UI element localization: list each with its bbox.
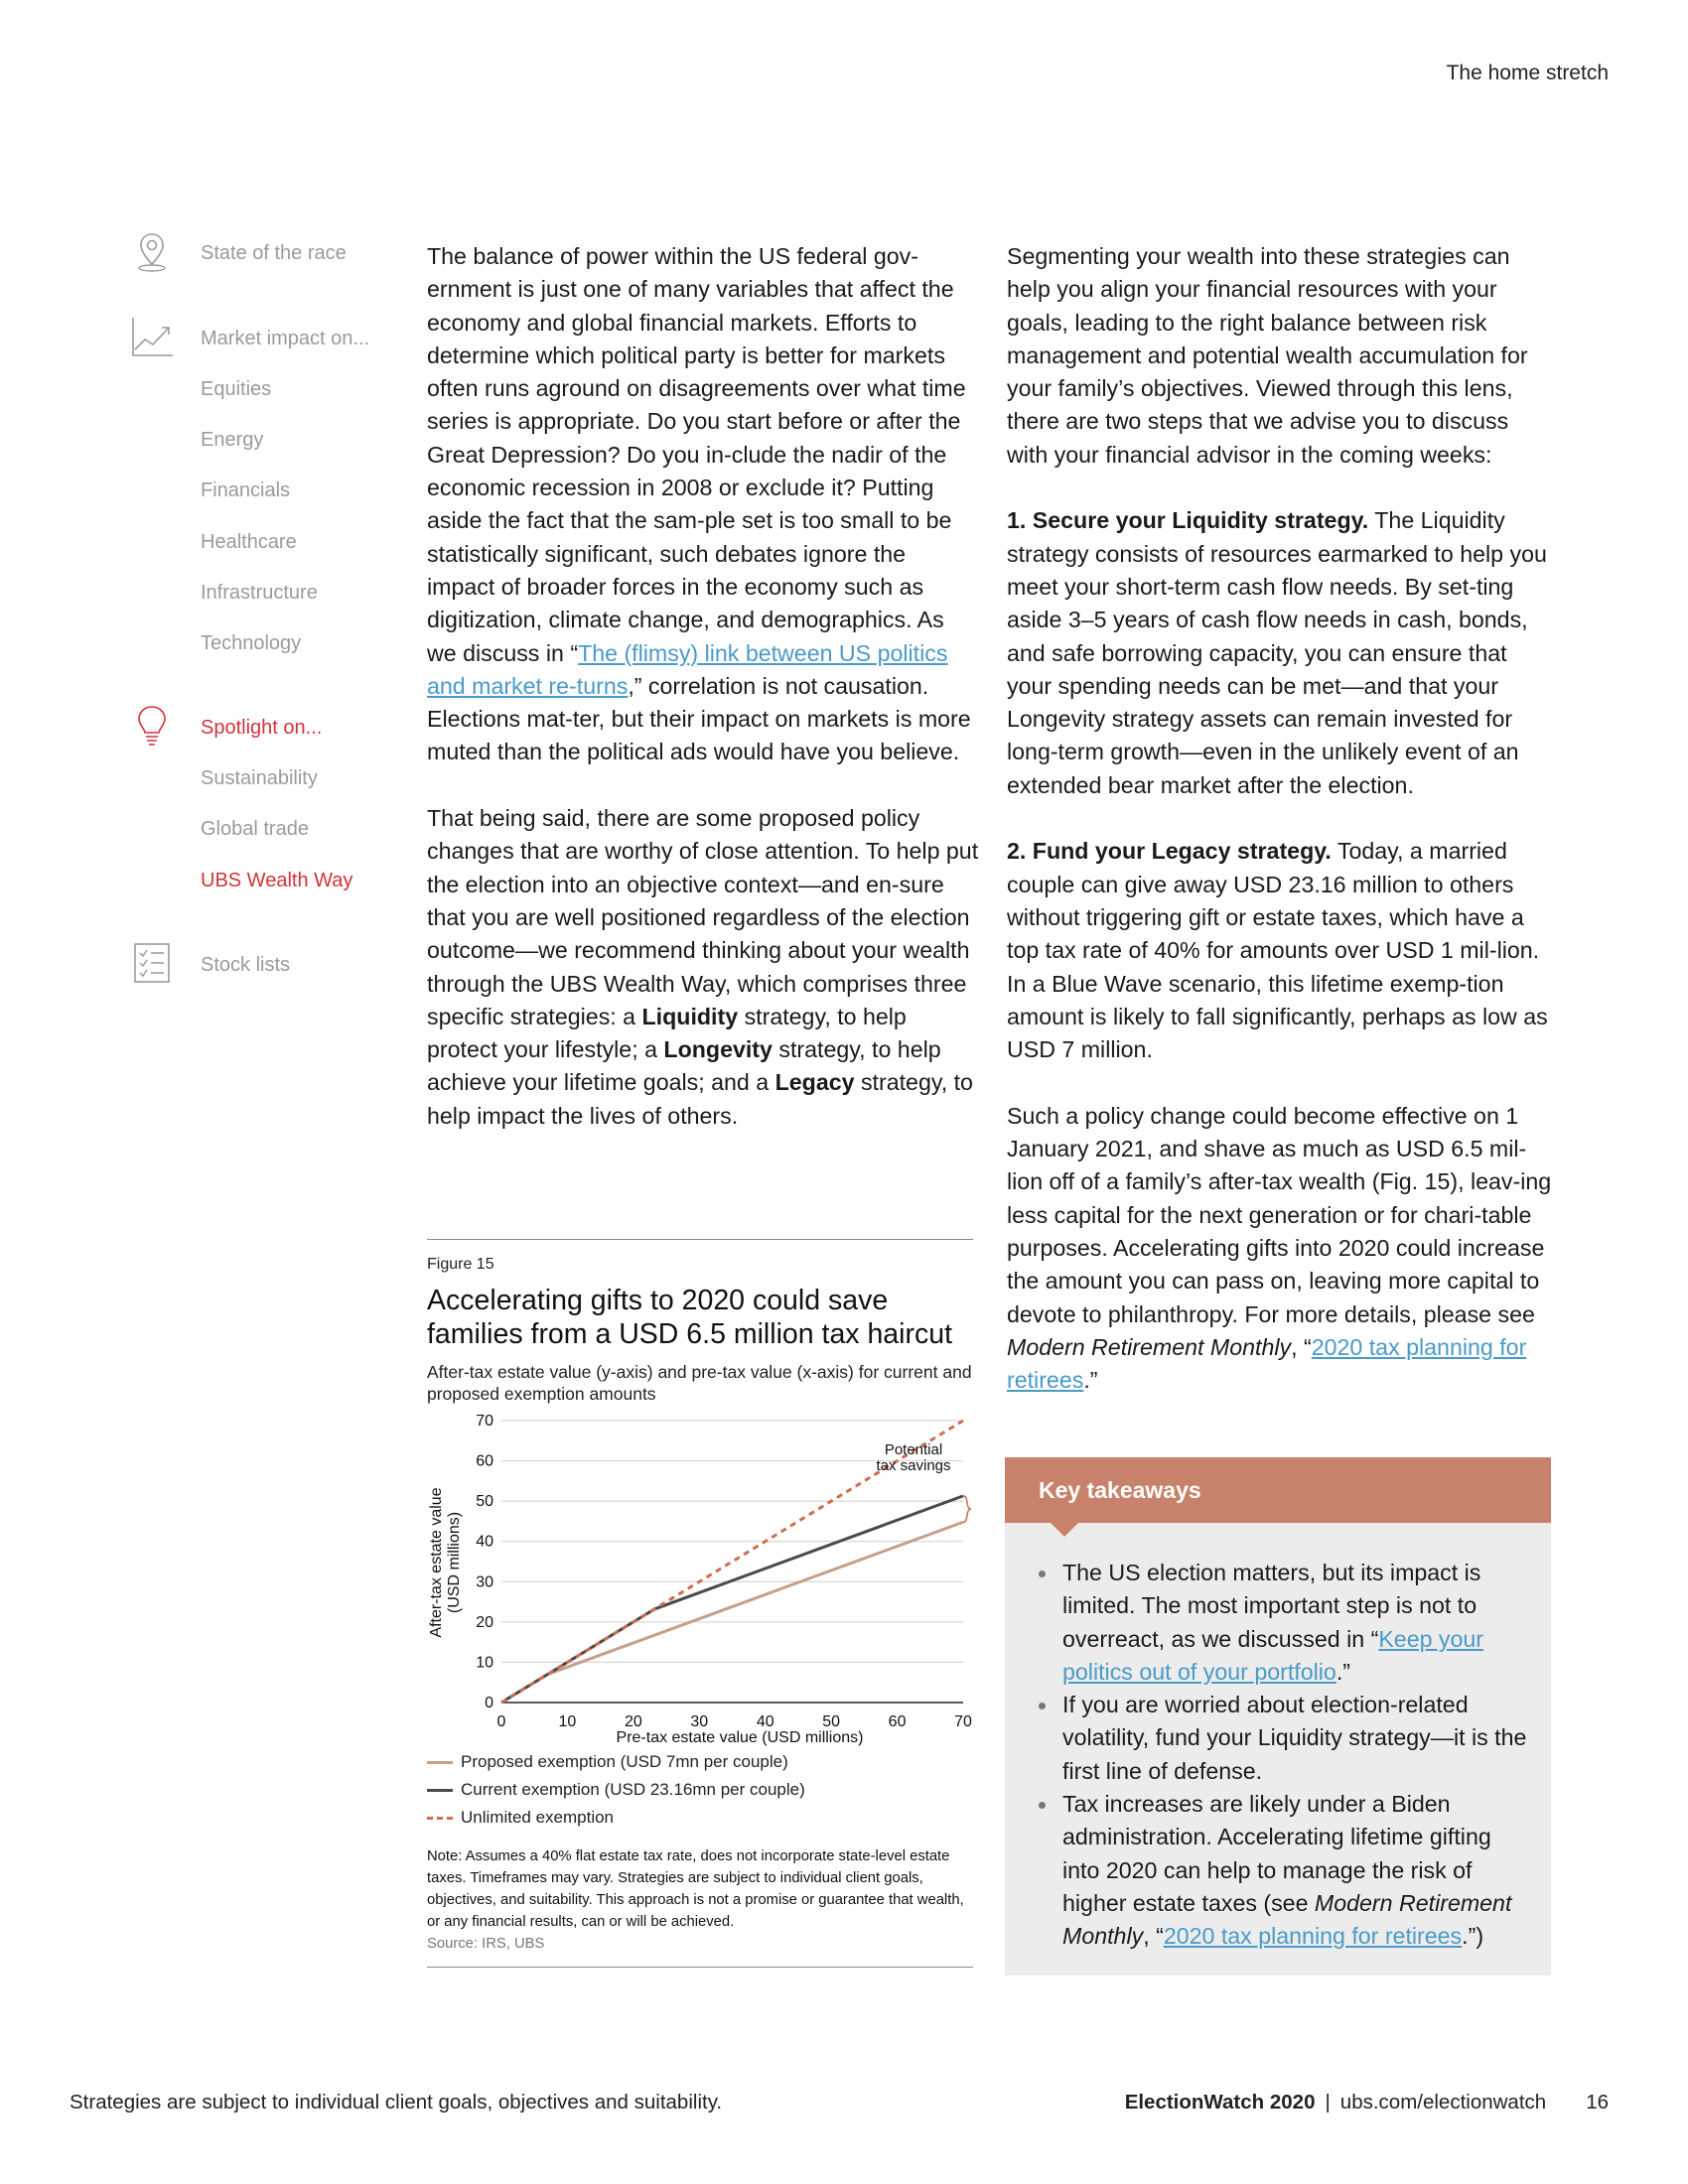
sidebar-item-equities[interactable]: Equities — [201, 378, 272, 400]
sidebar-item-healthcare[interactable]: Healthcare — [201, 531, 297, 553]
line-chart-icon — [129, 314, 175, 359]
y-axis-label-line1: After-tax estate value — [428, 1487, 445, 1638]
footer-disclaimer: Strategies are subject to individual client goals, objectives and suitability. — [70, 2091, 723, 2114]
y-axis-label-line2: (USD millions) — [446, 1511, 463, 1614]
figure-source: Source: IRS, UBS — [427, 1936, 545, 1952]
y-tick-label: 0 — [485, 1695, 493, 1711]
paragraph: 2. Fund your Legacy strategy. Today, a married couple can give away USD 23.16 million to others without triggering gift or estate taxes, which have a top tax rate of 40% for amounts over USD 1 mil-lion. In a Blue Wave scenario, this lifetime exemp-tion amount is likely to fall significantly, perhaps as low as USD 7 million. — [1007, 838, 1548, 1063]
checklist-icon — [129, 940, 175, 986]
x-tick-label: 30 — [690, 1713, 709, 1730]
figure-subtitle: After-tax estate value (y-axis) and pre-tax value (x-axis) for current and proposed exemption amounts — [427, 1362, 972, 1404]
estate-value-chart — [427, 1409, 973, 1746]
sidebar-item-energy[interactable]: Energy — [201, 429, 264, 451]
key-takeaways-title: Key takeaways — [1005, 1457, 1551, 1523]
link-keep-politics-out[interactable]: Keep your politics out of your portfolio — [1062, 1625, 1484, 1685]
paragraph: Such a policy change could become effective on 1 January 2021, and shave as much as USD 6.5 mil-lion off of a family’s after-tax wealth (Fig. 15), leav-ing less capital for the next generation or for chari-table purposes. Accelerating gifts into 2020 could increase the amount you can pass on, leaving more capital to devote to philanthropy. For more details, please see Modern Retirement Monthly, “2020 tax planning for retirees.” — [1007, 1102, 1552, 1394]
body-column-left — [427, 240, 979, 1165]
x-axis-label: Pre-tax estate value (USD millions) — [616, 1729, 864, 1746]
sidebar-item-stock-lists[interactable]: Stock lists — [201, 954, 291, 976]
paragraph: That being said, there are some proposed policy changes that are worthy of close attention. To help put the election into an objective context—and en-sure that you are well positioned regardless of the election outcome—we recommend thinking about your wealth through the UBS Wealth Way, which comprises three specific strategies: a Liquidity strategy, to help protect your lifestyle; a Longevity strategy, to help achieve your lifetime goals; and a Legacy strategy, to help impact the lives of others. — [427, 805, 979, 1129]
key-takeaways-box — [1005, 1457, 1551, 1976]
annotation-tax-savings: tax savings — [876, 1457, 951, 1474]
takeaways-list — [1035, 1557, 1531, 1954]
x-tick-label: 0 — [496, 1713, 506, 1730]
list-item: If you are worried about election-related volatility, fund your Liquidity strategy—it is the first line of defense. — [1035, 1689, 1531, 1788]
running-header: The home stretch — [1446, 62, 1609, 84]
x-tick-label: 20 — [624, 1713, 642, 1730]
x-tick-label: 10 — [558, 1713, 577, 1730]
figure-title: Accelerating gifts to 2020 could save families from a USD 6.5 million tax haircut — [427, 1285, 953, 1350]
link-tax-planning-2[interactable]: 2020 tax planning for retirees — [1163, 1923, 1463, 1950]
sidebar-item-technology[interactable]: Technology — [201, 632, 302, 654]
paragraph: Segmenting your wealth into these strategies can help you align your financial resources with your goals, leading to the right balance between risk management and potential wealth accumulation for your family’s objectives. Viewed through this lens, there are two steps that we advise you to discuss with your financial advisor in the coming weeks: — [1007, 243, 1528, 468]
y-tick-label: 10 — [476, 1654, 493, 1672]
location-pin-icon — [129, 228, 175, 274]
y-tick-label: 30 — [476, 1573, 493, 1591]
figure-note: Note: Assumes a 40% flat estate tax rate, does not incorporate state-level estate taxes. Timeframes may vary. Strategies are subject to individual client goals, objectives, and suitability. This approach is not a promise or guarantee that wealth, or any financial results, can or will be achieved. — [427, 1848, 964, 1930]
legend-swatch-unlimited — [427, 1817, 453, 1820]
sidebar-item-ubs-wealth-way[interactable]: UBS Wealth Way — [201, 870, 353, 891]
series-line-0 — [501, 1522, 963, 1703]
y-tick-label: 50 — [476, 1493, 493, 1511]
body-column-right — [1007, 240, 1553, 1431]
link-tax-planning[interactable]: 2020 tax planning for retirees — [1007, 1333, 1527, 1394]
legend-swatch-proposed — [427, 1761, 453, 1764]
sidebar-item-infrastructure[interactable]: Infrastructure — [201, 582, 318, 604]
list-item: The US election matters, but its impact is limited. The most important step is not to overreact, as we discussed in “Keep your politics out of your portfolio.” — [1035, 1557, 1531, 1689]
sidebar-item-sustainability[interactable]: Sustainability — [201, 767, 318, 789]
legend-item: Proposed exemption (USD 7mn per couple) — [427, 1748, 973, 1776]
x-tick-label: 60 — [888, 1713, 907, 1730]
figure-15 — [427, 1239, 973, 1968]
tax-savings-brace — [963, 1496, 971, 1522]
x-tick-label: 50 — [822, 1713, 841, 1730]
page-number: 16 — [1586, 2091, 1609, 2114]
list-item: Tax increases are likely under a Biden administration. Accelerating lifetime gifting into 2020 can help to manage the risk of higher estate taxes (see Modern Retirement Monthly, “2020 tax planning for retirees.”) — [1035, 1788, 1531, 1953]
sidebar-item-market-impact[interactable]: Market impact on... — [201, 328, 370, 349]
footer-info — [1125, 2091, 1609, 2115]
figure-label: Figure 15 — [427, 1256, 494, 1273]
y-tick-label: 20 — [476, 1613, 493, 1631]
legend-item: Unlimited exemption — [427, 1804, 973, 1832]
chart-legend — [427, 1748, 973, 1832]
legend-item: Current exemption (USD 23.16mn per couple) — [427, 1776, 973, 1804]
y-tick-label: 60 — [476, 1452, 493, 1470]
callout-arrow — [1051, 1523, 1078, 1537]
lightbulb-icon — [129, 703, 175, 749]
link-flimsy-link-article[interactable]: The (flimsy) link between US politics and market re-turns — [427, 639, 948, 699]
y-tick-label: 40 — [476, 1533, 493, 1551]
sidebar-item-financials[interactable]: Financials — [201, 479, 291, 501]
footer-brand: ElectionWatch 2020 — [1124, 2091, 1316, 2114]
sidebar-item-spotlight[interactable]: Spotlight on... — [201, 717, 323, 739]
sidebar-item-global-trade[interactable]: Global trade — [201, 818, 309, 840]
footer-url-link[interactable]: ubs.com/electionwatch — [1339, 2091, 1547, 2114]
legend-swatch-current — [427, 1789, 453, 1792]
x-tick-label: 40 — [756, 1713, 774, 1730]
series-line-1 — [501, 1496, 963, 1703]
y-tick-label: 70 — [476, 1413, 493, 1430]
x-tick-label: 70 — [954, 1713, 972, 1730]
paragraph: 1. Secure your Liquidity strategy. The Liquidity strategy consists of resources earmarked to help you meet your short-term cash flow needs. By set-ting aside 3–5 years of cash flow needs in cash, bonds, and safe borrowing capacity, you can ensure that your spending needs can be met—and that your Longevity strategy assets can remain invested for long-term growth—even in the unlikely event of an extended bear market after the election. — [1007, 507, 1547, 798]
footer-separator: | — [1325, 2091, 1331, 2114]
annotation-potential: Potential — [884, 1441, 943, 1458]
paragraph: The balance of power within the US federal gov-ernment is just one of many variables that affect the economy and global financial markets. Efforts to determine which political party is better for markets often runs aground on disagreements over what time series is appropriate. Do you start before or after the Great Depression? Do you in-clude the nadir of the economic recession in 2008 or exclude it? Putting aside the fact that the sam-ple set is too small to be statistically significant, such debates ignore the impact of broader forces in the economy such as digitization, climate change, and demographics. As we discuss in “The (flimsy) link between US politics and market re-turns,” correlation is not causation. Elections mat-ter, but their impact on markets is more muted than the political ads would have you believe. — [427, 243, 971, 765]
sidebar-item-state-of-the-race[interactable]: State of the race — [201, 242, 347, 264]
